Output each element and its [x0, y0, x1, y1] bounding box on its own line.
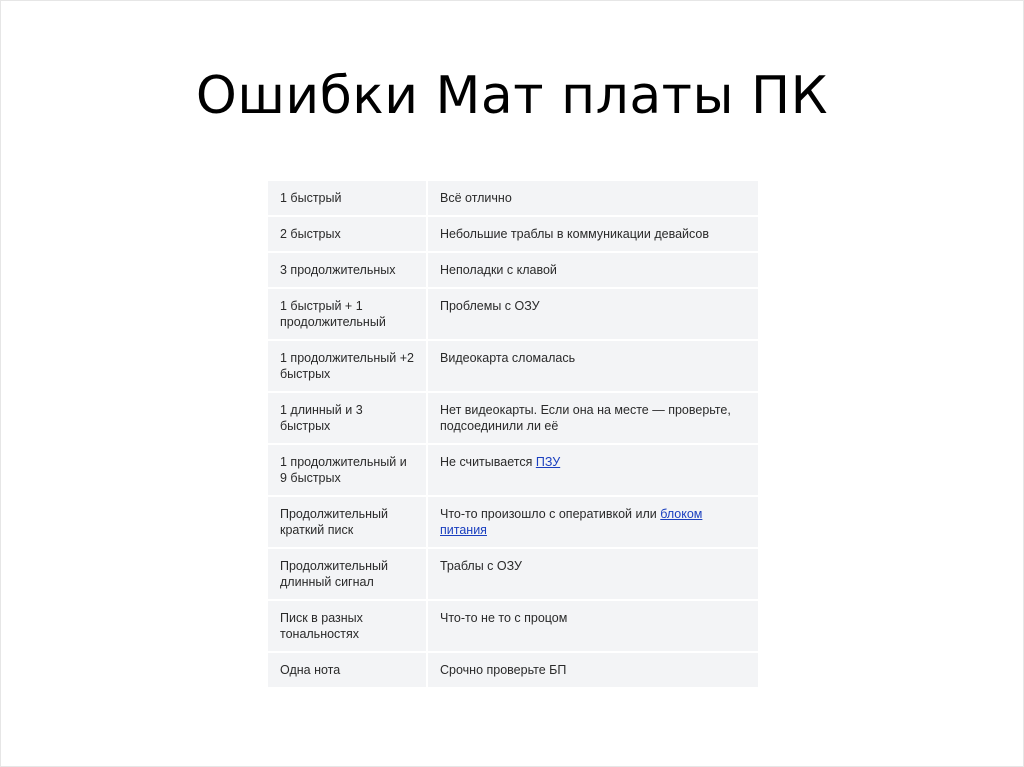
- signal-cell: 1 продолжительный +2 быстрых: [268, 341, 428, 391]
- table-row: [268, 341, 758, 391]
- meaning-cell: [428, 181, 758, 215]
- meaning-text: Срочно проверьте БП: [440, 663, 567, 677]
- signal-cell: 1 быстрый: [268, 181, 428, 215]
- meaning-text: Не считывается: [440, 455, 536, 469]
- signal-cell: Одна нота: [268, 653, 428, 687]
- table-row: [268, 289, 758, 339]
- table-row: [268, 497, 758, 547]
- signal-cell: 2 быстрых: [268, 217, 428, 251]
- meaning-text: Проблемы с ОЗУ: [440, 299, 540, 313]
- signal-cell: Писк в разных тональностях: [268, 601, 428, 651]
- meaning-cell: [428, 289, 758, 339]
- signal-cell: 3 продолжительных: [268, 253, 428, 287]
- table-row: [268, 601, 758, 651]
- meaning-cell: [428, 253, 758, 287]
- meaning-text: Что-то не то с процом: [440, 611, 568, 625]
- meaning-cell: [428, 217, 758, 251]
- meaning-cell: [428, 549, 758, 599]
- meaning-cell: [428, 497, 758, 547]
- meaning-text: Траблы с ОЗУ: [440, 559, 522, 573]
- meaning-cell: [428, 653, 758, 687]
- table-row: [268, 445, 758, 495]
- meaning-text: Видеокарта сломалась: [440, 351, 576, 365]
- meaning-text: Небольшие траблы в коммуникации девайсов: [440, 227, 709, 241]
- table-row: [268, 653, 758, 687]
- meaning-cell: [428, 601, 758, 651]
- signal-cell: 1 продолжительный и 9 быстрых: [268, 445, 428, 495]
- meaning-text: Неполадки с клавой: [440, 263, 557, 277]
- meaning-text: Всё отлично: [440, 191, 512, 205]
- table-row: [268, 181, 758, 215]
- table-row: [268, 217, 758, 251]
- rom-link[interactable]: ПЗУ: [535, 455, 561, 469]
- meaning-cell: [428, 341, 758, 391]
- signal-cell: Продолжительный длинный сигнал: [268, 549, 428, 599]
- beep-codes-table-container: [268, 179, 758, 689]
- table-row: [268, 549, 758, 599]
- meaning-cell: [428, 445, 758, 495]
- signal-cell: 1 длинный и 3 быстрых: [268, 393, 428, 443]
- signal-cell: 1 быстрый + 1 продолжительный: [268, 289, 428, 339]
- power-supply-link[interactable]: блоком питания: [440, 507, 703, 537]
- slide-title: Ошибки Мат платы ПК: [195, 66, 829, 126]
- beep-codes-table: [268, 179, 758, 689]
- meaning-text: Нет видеокарты. Если она на месте — проверьте, подсоединили ли её: [440, 403, 731, 433]
- table-row: [268, 393, 758, 443]
- meaning-cell: [428, 393, 758, 443]
- table-row: [268, 253, 758, 287]
- meaning-text: Что-то произошло с оперативкой или: [440, 507, 661, 521]
- signal-cell: Продолжительный краткий писк: [268, 497, 428, 547]
